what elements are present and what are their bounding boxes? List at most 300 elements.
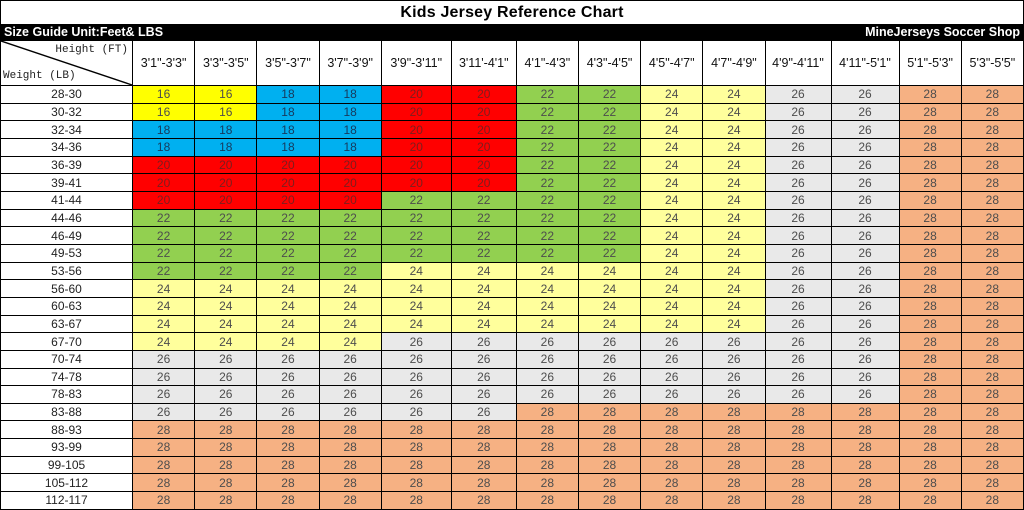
size-cell: 28	[641, 492, 703, 510]
size-cell: 24	[703, 138, 765, 156]
size-cell: 28	[381, 421, 451, 439]
size-cell: 26	[133, 368, 195, 386]
weight-row-header: 60-63	[1, 297, 133, 315]
size-cell: 26	[578, 333, 640, 351]
size-cell: 28	[899, 86, 961, 104]
table-row	[1, 368, 1024, 386]
size-cell: 24	[257, 280, 319, 298]
size-cell: 28	[899, 209, 961, 227]
size-cell: 24	[381, 297, 451, 315]
height-column-header: 4'11"-5'1"	[831, 41, 899, 86]
size-cell: 24	[319, 297, 381, 315]
size-cell: 28	[641, 456, 703, 474]
size-cell: 28	[899, 244, 961, 262]
size-cell: 24	[703, 191, 765, 209]
size-cell: 26	[516, 333, 578, 351]
size-cell: 28	[765, 421, 831, 439]
size-cell: 28	[831, 492, 899, 510]
size-cell: 22	[516, 227, 578, 245]
size-cell: 24	[703, 86, 765, 104]
size-cell: 26	[257, 403, 319, 421]
size-cell: 28	[899, 386, 961, 404]
size-cell: 18	[195, 121, 257, 139]
size-cell: 28	[899, 227, 961, 245]
size-chart-table	[0, 40, 1024, 510]
size-cell: 28	[319, 474, 381, 492]
size-cell: 26	[765, 297, 831, 315]
size-cell: 28	[516, 456, 578, 474]
size-cell: 22	[516, 138, 578, 156]
size-cell: 24	[703, 262, 765, 280]
size-cell: 24	[195, 280, 257, 298]
size-cell: 24	[381, 280, 451, 298]
weight-row-header: 39-41	[1, 174, 133, 192]
size-cell: 26	[133, 350, 195, 368]
weight-row-header: 63-67	[1, 315, 133, 333]
size-cell: 28	[961, 174, 1023, 192]
page-title: Kids Jersey Reference Chart	[0, 0, 1024, 24]
weight-row-header: 88-93	[1, 421, 133, 439]
size-cell: 28	[257, 492, 319, 510]
weight-row-header: 53-56	[1, 262, 133, 280]
size-cell: 26	[765, 174, 831, 192]
size-cell: 26	[765, 227, 831, 245]
size-cell: 28	[451, 474, 516, 492]
size-cell: 22	[516, 156, 578, 174]
size-cell: 22	[133, 244, 195, 262]
size-cell: 28	[961, 492, 1023, 510]
size-cell: 24	[641, 315, 703, 333]
size-cell: 28	[765, 403, 831, 421]
size-cell: 22	[578, 244, 640, 262]
weight-row-header: 49-53	[1, 244, 133, 262]
size-cell: 26	[831, 297, 899, 315]
size-cell: 26	[765, 350, 831, 368]
size-cell: 22	[195, 227, 257, 245]
size-cell: 26	[578, 368, 640, 386]
size-cell: 28	[133, 456, 195, 474]
size-cell: 22	[257, 244, 319, 262]
height-column-header: 3'5"-3'7"	[257, 41, 319, 86]
height-column-header: 5'3"-5'5"	[961, 41, 1023, 86]
size-cell: 26	[831, 350, 899, 368]
size-cell: 26	[765, 386, 831, 404]
size-cell: 24	[641, 103, 703, 121]
weight-row-header: 28-30	[1, 86, 133, 104]
size-cell: 24	[195, 315, 257, 333]
size-cell: 18	[133, 121, 195, 139]
size-cell: 28	[899, 421, 961, 439]
size-cell: 26	[257, 386, 319, 404]
size-cell: 26	[831, 244, 899, 262]
size-cell: 28	[831, 403, 899, 421]
size-cell: 24	[257, 333, 319, 351]
height-column-header: 4'7"-4'9"	[703, 41, 765, 86]
size-cell: 28	[899, 474, 961, 492]
size-cell: 28	[451, 421, 516, 439]
size-cell: 22	[195, 262, 257, 280]
height-column-header: 4'3"-4'5"	[578, 41, 640, 86]
size-cell: 28	[641, 403, 703, 421]
size-cell: 20	[381, 121, 451, 139]
size-cell: 22	[257, 262, 319, 280]
size-cell: 28	[961, 297, 1023, 315]
size-cell: 24	[703, 209, 765, 227]
size-cell: 28	[703, 403, 765, 421]
size-cell: 26	[765, 103, 831, 121]
size-cell: 24	[703, 227, 765, 245]
size-cell: 26	[831, 86, 899, 104]
size-cell: 26	[516, 368, 578, 386]
size-cell: 20	[133, 156, 195, 174]
height-column-header: 5'1"-5'3"	[899, 41, 961, 86]
size-cell: 28	[961, 474, 1023, 492]
table-row	[1, 156, 1024, 174]
size-cell: 26	[381, 350, 451, 368]
size-cell: 28	[961, 103, 1023, 121]
size-cell: 26	[831, 386, 899, 404]
size-cell: 18	[257, 103, 319, 121]
size-cell: 28	[257, 474, 319, 492]
size-cell: 24	[703, 297, 765, 315]
size-cell: 26	[641, 333, 703, 351]
size-cell: 22	[578, 227, 640, 245]
size-cell: 26	[831, 156, 899, 174]
size-cell: 28	[319, 421, 381, 439]
table-row	[1, 121, 1024, 139]
size-cell: 26	[765, 86, 831, 104]
table-row	[1, 297, 1024, 315]
size-cell: 28	[961, 121, 1023, 139]
size-cell: 18	[257, 86, 319, 104]
size-cell: 24	[641, 191, 703, 209]
size-cell: 28	[195, 492, 257, 510]
size-cell: 24	[703, 103, 765, 121]
size-cell: 28	[381, 439, 451, 457]
weight-row-header: 74-78	[1, 368, 133, 386]
table-row	[1, 103, 1024, 121]
size-cell: 28	[961, 209, 1023, 227]
size-cell: 24	[195, 333, 257, 351]
height-column-header: 3'3"-3'5"	[195, 41, 257, 86]
size-cell: 22	[578, 103, 640, 121]
size-cell: 24	[703, 121, 765, 139]
weight-row-header: 46-49	[1, 227, 133, 245]
size-cell: 26	[195, 350, 257, 368]
size-cell: 28	[961, 191, 1023, 209]
size-cell: 22	[516, 209, 578, 227]
size-cell: 28	[451, 456, 516, 474]
size-cell: 20	[381, 138, 451, 156]
size-cell: 22	[516, 191, 578, 209]
weight-row-header: 99-105	[1, 456, 133, 474]
size-cell: 28	[703, 421, 765, 439]
size-cell: 26	[257, 350, 319, 368]
size-cell: 24	[641, 121, 703, 139]
size-cell: 20	[195, 156, 257, 174]
size-cell: 28	[578, 439, 640, 457]
table-row	[1, 456, 1024, 474]
size-cell: 28	[961, 86, 1023, 104]
size-cell: 16	[195, 103, 257, 121]
size-cell: 28	[899, 403, 961, 421]
size-cell: 28	[257, 421, 319, 439]
size-cell: 18	[257, 121, 319, 139]
table-row	[1, 333, 1024, 351]
size-cell: 28	[899, 191, 961, 209]
size-cell: 24	[133, 280, 195, 298]
size-cell: 26	[703, 350, 765, 368]
size-cell: 28	[641, 474, 703, 492]
corner-cell	[1, 41, 133, 86]
size-cell: 26	[195, 386, 257, 404]
size-cell: 24	[319, 333, 381, 351]
size-cell: 22	[257, 227, 319, 245]
size-cell: 26	[257, 368, 319, 386]
size-cell: 28	[516, 403, 578, 421]
size-cell: 24	[641, 156, 703, 174]
size-cell: 24	[578, 262, 640, 280]
size-cell: 28	[133, 421, 195, 439]
size-cell: 22	[451, 209, 516, 227]
size-cell: 22	[578, 156, 640, 174]
size-cell: 26	[765, 315, 831, 333]
size-cell: 28	[765, 439, 831, 457]
size-cell: 26	[831, 368, 899, 386]
size-cell: 24	[703, 315, 765, 333]
size-cell: 20	[133, 191, 195, 209]
table-row	[1, 86, 1024, 104]
size-cell: 28	[961, 456, 1023, 474]
table-row	[1, 227, 1024, 245]
size-cell: 28	[899, 333, 961, 351]
size-cell: 22	[319, 262, 381, 280]
size-cell: 26	[516, 350, 578, 368]
size-cell: 26	[451, 386, 516, 404]
table-row	[1, 244, 1024, 262]
size-cell: 16	[133, 86, 195, 104]
height-column-header: 3'7"-3'9"	[319, 41, 381, 86]
size-cell: 28	[899, 280, 961, 298]
size-cell: 24	[257, 297, 319, 315]
size-cell: 20	[319, 174, 381, 192]
size-cell: 26	[831, 315, 899, 333]
size-cell: 26	[451, 403, 516, 421]
size-cell: 26	[578, 350, 640, 368]
size-cell: 22	[578, 138, 640, 156]
size-cell: 26	[381, 403, 451, 421]
size-cell: 24	[451, 262, 516, 280]
size-cell: 26	[195, 368, 257, 386]
size-cell: 28	[641, 439, 703, 457]
table-row	[1, 421, 1024, 439]
banner	[0, 24, 1024, 40]
size-cell: 28	[899, 315, 961, 333]
size-cell: 20	[257, 191, 319, 209]
size-cell: 28	[899, 121, 961, 139]
size-cell: 26	[319, 403, 381, 421]
size-cell: 20	[451, 86, 516, 104]
size-cell: 26	[765, 121, 831, 139]
size-cell: 26	[133, 403, 195, 421]
size-cell: 28	[451, 439, 516, 457]
size-cell: 28	[961, 368, 1023, 386]
size-cell: 28	[703, 474, 765, 492]
size-cell: 28	[765, 474, 831, 492]
size-cell: 22	[451, 244, 516, 262]
size-cell: 20	[195, 174, 257, 192]
size-cell: 24	[516, 297, 578, 315]
size-cell: 22	[516, 244, 578, 262]
size-cell: 22	[516, 174, 578, 192]
height-column-header: 4'5"-4'7"	[641, 41, 703, 86]
size-cell: 24	[578, 315, 640, 333]
banner-shop-label: MineJerseys Soccer Shop	[865, 25, 1020, 39]
size-cell: 22	[133, 262, 195, 280]
size-cell: 22	[195, 209, 257, 227]
size-cell: 26	[319, 368, 381, 386]
size-cell: 24	[641, 297, 703, 315]
size-cell: 20	[381, 174, 451, 192]
size-cell: 24	[703, 280, 765, 298]
table-row	[1, 474, 1024, 492]
weight-row-header: 44-46	[1, 209, 133, 227]
size-cell: 22	[578, 174, 640, 192]
size-cell: 24	[641, 209, 703, 227]
size-cell: 28	[961, 280, 1023, 298]
size-cell: 24	[641, 227, 703, 245]
size-cell: 28	[961, 333, 1023, 351]
size-cell: 24	[703, 244, 765, 262]
size-cell: 24	[319, 315, 381, 333]
size-cell: 20	[195, 191, 257, 209]
size-cell: 26	[641, 368, 703, 386]
size-cell: 24	[381, 315, 451, 333]
size-cell: 28	[961, 315, 1023, 333]
size-cell: 28	[516, 492, 578, 510]
size-cell: 18	[319, 138, 381, 156]
size-cell: 28	[451, 492, 516, 510]
size-cell: 20	[451, 156, 516, 174]
size-cell: 18	[133, 138, 195, 156]
size-cell: 28	[257, 456, 319, 474]
size-cell: 28	[899, 174, 961, 192]
size-cell: 26	[831, 262, 899, 280]
size-cell: 20	[381, 156, 451, 174]
size-cell: 28	[961, 386, 1023, 404]
size-cell: 22	[319, 244, 381, 262]
size-cell: 20	[381, 86, 451, 104]
size-cell: 28	[195, 456, 257, 474]
size-cell: 22	[578, 86, 640, 104]
table-row	[1, 350, 1024, 368]
size-cell: 16	[133, 103, 195, 121]
size-cell: 28	[257, 439, 319, 457]
size-cell: 28	[961, 403, 1023, 421]
size-cell: 26	[765, 138, 831, 156]
table-row	[1, 262, 1024, 280]
size-cell: 24	[381, 262, 451, 280]
size-cell: 26	[578, 386, 640, 404]
size-cell: 28	[899, 492, 961, 510]
weight-row-header: 41-44	[1, 191, 133, 209]
size-cell: 18	[257, 138, 319, 156]
weight-row-header: 30-32	[1, 103, 133, 121]
size-cell: 20	[133, 174, 195, 192]
size-cell: 26	[831, 227, 899, 245]
weight-row-header: 36-39	[1, 156, 133, 174]
size-cell: 26	[703, 368, 765, 386]
size-cell: 28	[961, 244, 1023, 262]
size-cell: 22	[319, 227, 381, 245]
size-cell: 28	[578, 456, 640, 474]
size-cell: 20	[319, 156, 381, 174]
size-cell: 24	[578, 280, 640, 298]
size-cell: 26	[451, 350, 516, 368]
table-row	[1, 403, 1024, 421]
weight-row-header: 112-117	[1, 492, 133, 510]
size-cell: 28	[381, 456, 451, 474]
size-cell: 28	[899, 262, 961, 280]
size-cell: 28	[899, 350, 961, 368]
size-cell: 22	[578, 191, 640, 209]
size-cell: 28	[703, 492, 765, 510]
table-row	[1, 174, 1024, 192]
size-cell: 28	[831, 421, 899, 439]
weight-row-header: 67-70	[1, 333, 133, 351]
size-cell: 22	[381, 209, 451, 227]
size-cell: 24	[516, 280, 578, 298]
size-cell: 22	[319, 209, 381, 227]
size-cell: 22	[516, 103, 578, 121]
size-cell: 22	[257, 209, 319, 227]
size-cell: 22	[133, 227, 195, 245]
size-cell: 20	[451, 121, 516, 139]
size-cell: 22	[381, 191, 451, 209]
size-cell: 24	[641, 138, 703, 156]
size-cell: 26	[451, 333, 516, 351]
weight-row-header: 56-60	[1, 280, 133, 298]
weight-row-header: 78-83	[1, 386, 133, 404]
size-cell: 28	[765, 456, 831, 474]
size-cell: 26	[831, 280, 899, 298]
size-cell: 26	[831, 138, 899, 156]
size-cell: 24	[516, 315, 578, 333]
size-cell: 18	[195, 138, 257, 156]
size-cell: 22	[133, 209, 195, 227]
size-cell: 24	[641, 244, 703, 262]
size-cell: 28	[703, 439, 765, 457]
size-cell: 22	[578, 121, 640, 139]
size-cell: 26	[765, 368, 831, 386]
size-cell: 28	[319, 456, 381, 474]
size-cell: 24	[641, 262, 703, 280]
size-cell: 28	[578, 403, 640, 421]
size-cell: 28	[899, 368, 961, 386]
weight-row-header: 34-36	[1, 138, 133, 156]
header-row	[1, 41, 1024, 86]
weight-row-header: 93-99	[1, 439, 133, 457]
size-cell: 24	[133, 315, 195, 333]
size-cell: 24	[451, 297, 516, 315]
size-cell: 28	[641, 421, 703, 439]
size-cell: 22	[195, 244, 257, 262]
size-cell: 28	[133, 474, 195, 492]
size-cell: 24	[703, 156, 765, 174]
table-row	[1, 492, 1024, 510]
size-cell: 28	[516, 439, 578, 457]
weight-row-header: 70-74	[1, 350, 133, 368]
